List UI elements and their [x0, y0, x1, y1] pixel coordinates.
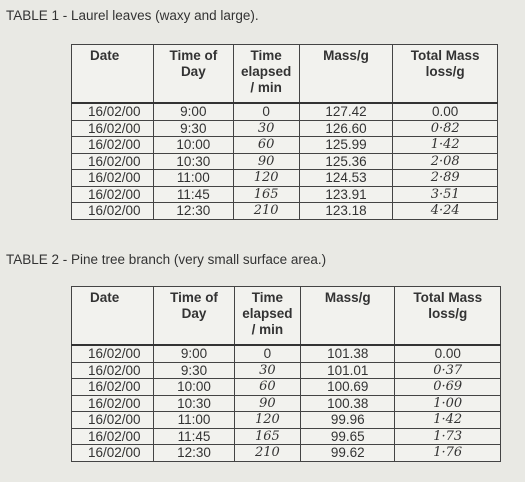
- table1-header-row: [72, 45, 498, 104]
- mass-cell: 100.69: [301, 379, 395, 396]
- header-mass: Mass/g: [301, 287, 395, 346]
- time-of-day-cell: 10:30: [154, 395, 234, 412]
- header-time-of-day: Time of Day: [153, 45, 233, 104]
- mass-cell: 125.99: [299, 137, 393, 154]
- time-elapsed-cell: 210: [233, 203, 299, 220]
- table1-laurel-leaves: [71, 44, 498, 220]
- table-row: [72, 412, 501, 429]
- header-time-of-day: Time of Day: [154, 287, 234, 346]
- date-cell: 16/02/00: [72, 412, 154, 429]
- date-cell: 16/02/00: [72, 428, 154, 445]
- mass-cell: 99.62: [301, 445, 395, 462]
- table-row: [72, 137, 498, 154]
- time-of-day-cell: 9:00: [154, 345, 234, 362]
- date-cell: 16/02/00: [72, 137, 154, 154]
- mass-cell: 101.38: [301, 345, 395, 362]
- time-elapsed-cell: 165: [234, 428, 300, 445]
- table1-caption: TABLE 1 - Laurel leaves (waxy and large).: [6, 8, 259, 23]
- table2-header-row: [72, 287, 501, 346]
- total-mass-loss-cell: 0·37: [395, 362, 501, 379]
- mass-cell: 101.01: [301, 362, 395, 379]
- mass-cell: 127.42: [299, 103, 393, 120]
- time-of-day-cell: 9:30: [154, 362, 234, 379]
- time-elapsed-cell: 30: [234, 362, 300, 379]
- total-mass-loss-cell: 0.00: [393, 103, 498, 120]
- header-total-mass-loss: Total Mass loss/g: [395, 287, 501, 346]
- table2-caption: TABLE 2 - Pine tree branch (very small surface area.): [6, 252, 327, 267]
- total-mass-loss-cell: 2·89: [393, 170, 498, 187]
- table-row: [72, 170, 498, 187]
- time-of-day-cell: 12:30: [154, 445, 234, 462]
- total-mass-loss-cell: 0.00: [395, 345, 501, 362]
- time-elapsed-cell: 0: [233, 103, 299, 120]
- mass-cell: 125.36: [299, 153, 393, 170]
- total-mass-loss-cell: 1·76: [395, 445, 501, 462]
- time-of-day-cell: 10:00: [153, 137, 233, 154]
- time-of-day-cell: 11:00: [154, 412, 234, 429]
- table-row: [72, 120, 498, 137]
- time-elapsed-cell: 120: [233, 170, 299, 187]
- total-mass-loss-cell: 3·51: [393, 186, 498, 203]
- date-cell: 16/02/00: [72, 345, 154, 362]
- time-of-day-cell: 9:00: [153, 103, 233, 120]
- total-mass-loss-cell: 1·73: [395, 428, 501, 445]
- time-of-day-cell: 11:45: [153, 186, 233, 203]
- table-row: [72, 428, 501, 445]
- time-of-day-cell: 12:30: [153, 203, 233, 220]
- time-elapsed-cell: 210: [234, 445, 300, 462]
- header-time-elapsed: Time elapsed / min: [233, 45, 299, 104]
- total-mass-loss-cell: 0·82: [393, 120, 498, 137]
- date-cell: 16/02/00: [72, 120, 154, 137]
- time-elapsed-cell: 30: [233, 120, 299, 137]
- table2-pine-branch: [71, 286, 501, 462]
- date-cell: 16/02/00: [72, 170, 154, 187]
- time-of-day-cell: 10:30: [153, 153, 233, 170]
- table-row: [72, 186, 498, 203]
- date-cell: 16/02/00: [72, 103, 154, 120]
- time-elapsed-cell: 60: [234, 379, 300, 396]
- total-mass-loss-cell: 2·08: [393, 153, 498, 170]
- table-row: [72, 153, 498, 170]
- time-elapsed-cell: 120: [234, 412, 300, 429]
- mass-cell: 123.91: [299, 186, 393, 203]
- table-row: [72, 203, 498, 220]
- table-row: [72, 379, 501, 396]
- time-elapsed-cell: 0: [234, 345, 300, 362]
- date-cell: 16/02/00: [72, 362, 154, 379]
- date-cell: 16/02/00: [72, 445, 154, 462]
- date-cell: 16/02/00: [72, 186, 154, 203]
- table-row: [72, 345, 501, 362]
- date-cell: 16/02/00: [72, 153, 154, 170]
- mass-cell: 99.96: [301, 412, 395, 429]
- mass-cell: 100.38: [301, 395, 395, 412]
- header-total-mass-loss: Total Mass loss/g: [393, 45, 498, 104]
- total-mass-loss-cell: 0·69: [395, 379, 501, 396]
- table-row: [72, 362, 501, 379]
- total-mass-loss-cell: 4·24: [393, 203, 498, 220]
- time-elapsed-cell: 90: [233, 153, 299, 170]
- total-mass-loss-cell: 1·00: [395, 395, 501, 412]
- time-elapsed-cell: 60: [233, 137, 299, 154]
- time-of-day-cell: 10:00: [154, 379, 234, 396]
- time-of-day-cell: 11:00: [153, 170, 233, 187]
- header-mass: Mass/g: [299, 45, 393, 104]
- header-time-elapsed: Time elapsed / min: [234, 287, 300, 346]
- mass-cell: 124.53: [299, 170, 393, 187]
- date-cell: 16/02/00: [72, 395, 154, 412]
- date-cell: 16/02/00: [72, 203, 154, 220]
- time-of-day-cell: 9:30: [153, 120, 233, 137]
- mass-cell: 99.65: [301, 428, 395, 445]
- table-row: [72, 103, 498, 120]
- mass-cell: 126.60: [299, 120, 393, 137]
- time-elapsed-cell: 165: [233, 186, 299, 203]
- time-of-day-cell: 11:45: [154, 428, 234, 445]
- table-row: [72, 445, 501, 462]
- header-date: Date: [72, 287, 154, 346]
- mass-cell: 123.18: [299, 203, 393, 220]
- time-elapsed-cell: 90: [234, 395, 300, 412]
- header-date: Date: [72, 45, 154, 104]
- total-mass-loss-cell: 1·42: [393, 137, 498, 154]
- table-row: [72, 395, 501, 412]
- total-mass-loss-cell: 1·42: [395, 412, 501, 429]
- date-cell: 16/02/00: [72, 379, 154, 396]
